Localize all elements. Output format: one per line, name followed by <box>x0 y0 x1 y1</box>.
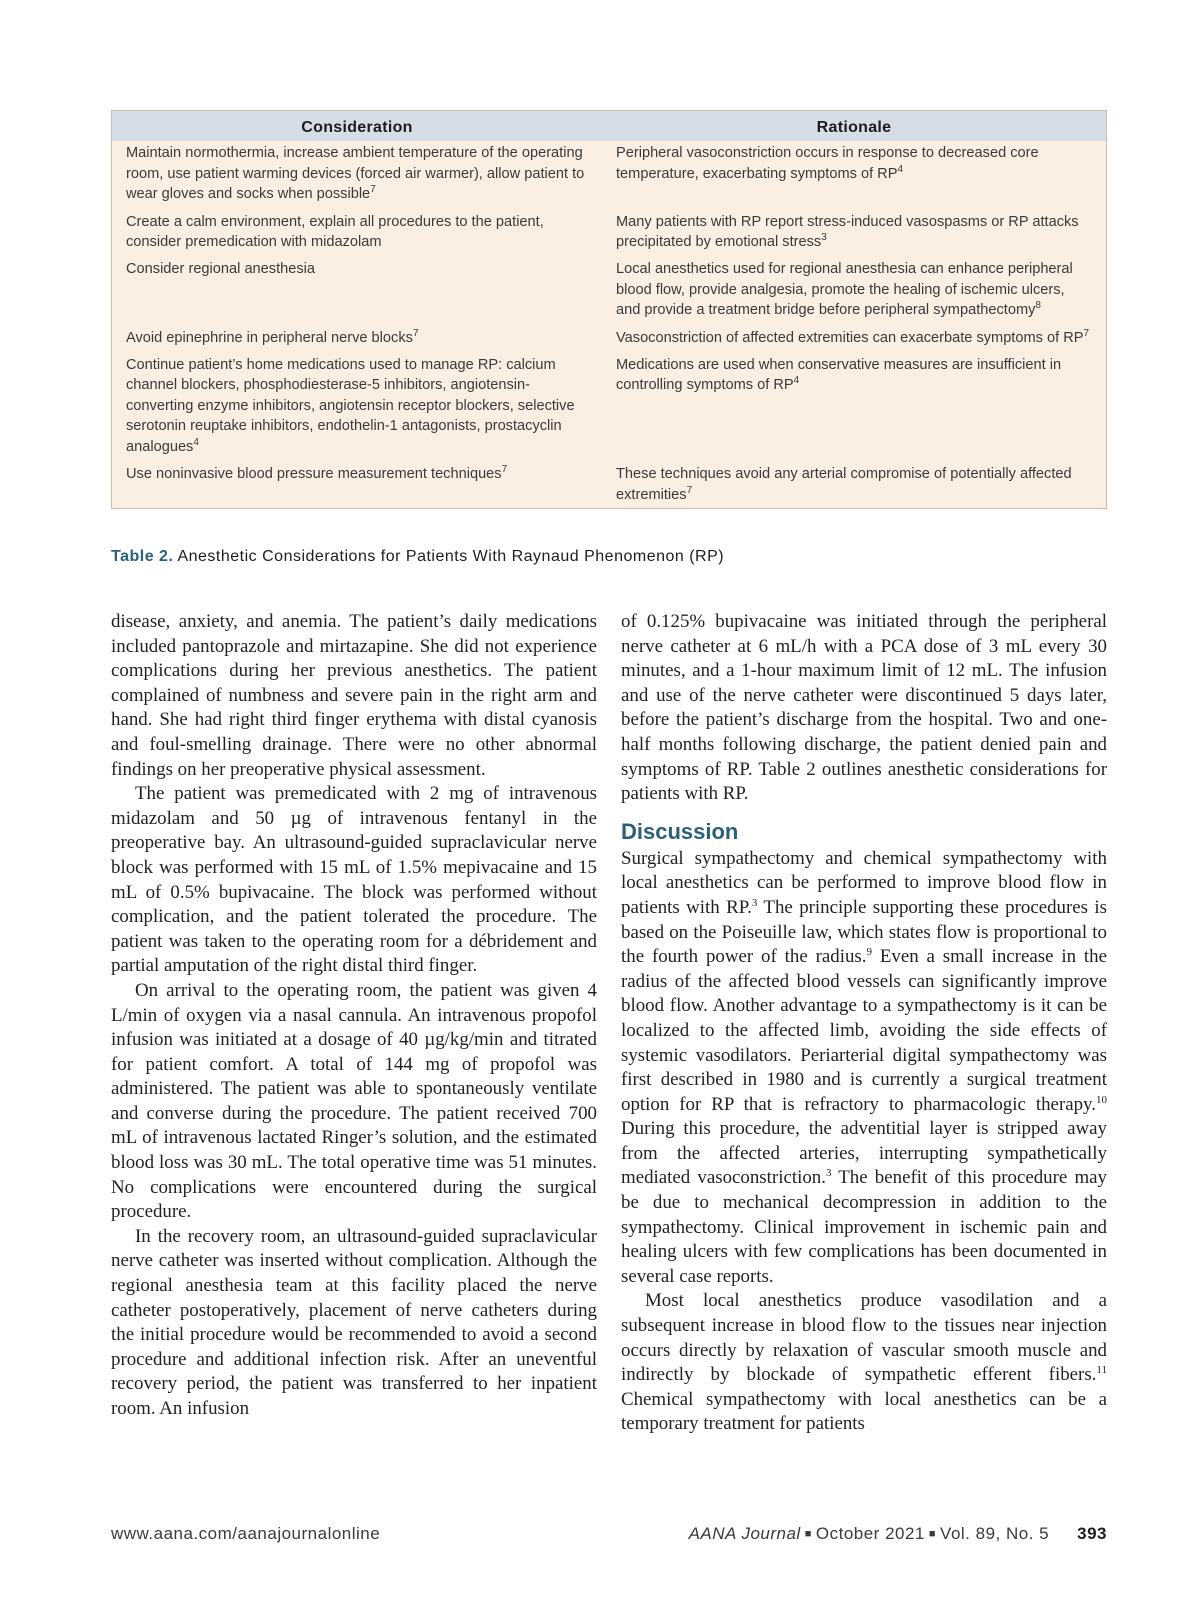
rationale-cell: Peripheral vasoconstriction occurs in response to decreased core temperature, exacerbating symptoms of $RP^4$ <box>616 145 1039 182</box>
footer-separator: ■ <box>928 1528 937 1540</box>
section-heading-discussion: Discussion <box>621 818 739 844</box>
paragraph: In the recovery room, an ultrasound-guided supraclavicular nerve catheter was inserted without complication. Although the regional anesthesia team at this facility placed the nerve catheter postoperatively, placement of nerve catheters during the initial procedure would be recommended to avoid a second procedure and additional infection risk. After an uneventful recovery period, the patient was transferred to her inpatient room. An infusion <box>111 1225 597 1419</box>
rationale-cell: These techniques avoid any arterial compromise of potentially affected extremities$^7$ <box>616 466 1072 503</box>
consideration-cell: Create a calm environment, explain all procedures to the patient, consider premedication with midazolam <box>126 213 544 251</box>
paragraph: of 0.125% bupivacaine was initiated through the peripheral nerve catheter at 6 mL/h with a PCA dose of 3 mL every 30 minutes, and a 1-hour maximum limit of 12 mL. The infusion and use of the nerve catheter were discontinued 5 days later, before the patient’s discharge from the hospital. Two and one-half months following discharge, the patient denied pain and symptoms of RP. Table 2 outlines anesthetic considerations for patients with RP. <box>621 611 1107 805</box>
footer-journal-name: AANA Journal <box>688 1524 801 1543</box>
table-row <box>112 353 1107 462</box>
body-column-right <box>621 610 1107 1437</box>
table-caption-text: Anesthetic Considerations for Patients With Raynaud Phenomenon (RP) <box>177 548 725 565</box>
page-number: 393 <box>1077 1524 1107 1543</box>
rationale-cell: Medications are used when conservative measures are insufficient in controlling symptoms of $RP^4$ <box>616 357 1062 394</box>
table-caption-label: Table 2. <box>111 548 174 565</box>
consideration-cell: Use noninvasive blood pressure measurement techniques$^7$ <box>126 464 508 483</box>
footer-journal-info <box>689 1524 1107 1544</box>
rationale-cell: Many patients with RP report stress-induced vasospasms or RP attacks precipitated by emotional stress$^3$ <box>616 213 1079 251</box>
footer-separator: ■ <box>804 1528 812 1540</box>
table-row <box>112 257 1107 325</box>
table-header-row <box>112 111 1107 142</box>
footer-date: October 2021 <box>815 1524 925 1543</box>
paragraph: Surgical sympathectomy and chemical sympathectomy with local anesthetics can be performed to improve blood flow in patients with RP.$^3$ The principle supporting these procedures is based on the Poiseuille law, which states flow is proportional to the fourth power of the radius.$^9$ Even a small increase in the radius of the affected blood vessels can significantly improve blood flow. Another advantage to a sympathectomy is it can be localized to the affected limb, avoiding the side effects of systemic vasodilators. Periarterial digital sympathectomy was first described in 1980 and is currently a surgical treatment option for RP that is refractory to pharmacologic therapy.$^{10}$ During this procedure, the adventitial layer is stripped away from the affected arteries, interrupting sympathetically mediated vasoconstriction.$^3$ The benefit of this procedure may be due to mechanical decompression in addition to the sympathectomy. Clinical improvement in ischemic pain and healing ulcers with few complications has been documented in several case reports. <box>621 847 1107 1287</box>
table-caption <box>111 548 724 566</box>
header-consideration: Consideration <box>112 111 603 142</box>
table-row <box>112 210 1107 258</box>
table-2 <box>111 110 1107 509</box>
paragraph: Most local anesthetics produce vasodilation and a subsequent increase in blood flow to the tissues near injection occurs directly by relaxation of vascular smooth muscle and indirectly by blockade of sympathetic efferent fibers.$^{11}$ Chemical sympathectomy with local anesthetics can be a temporary treatment for patients <box>621 1290 1107 1435</box>
paragraph: On arrival to the operating room, the patient was given 4 L/min of oxygen via a nasal cannula. An intravenous propofol infusion was initiated at a dosage of 40 µg/kg/min and titrated for patient comfort. A total of 144 mg of propofol was administered. The patient was able to spontaneously ventilate and converse during the procedure. The patient received 700 mL of intravenous lactated Ringer’s solution, and the estimated blood loss was 30 mL. The total operative time was 51 minutes. No complications were encountered during the surgical procedure. <box>111 979 597 1223</box>
considerations-table <box>111 110 1107 509</box>
consideration-cell: Maintain normothermia, increase ambient temperature of the operating room, use patient warming devices (forced air warmer), allow patient to wear gloves and socks when possible$^7$ <box>126 145 585 203</box>
consideration-cell: Avoid epinephrine in peripheral nerve blocks$^7$ <box>126 327 419 346</box>
footer-url: www.aana.com/aanajournalonline <box>111 1524 381 1543</box>
paragraph: disease, anxiety, and anemia. The patient’s daily medications included pantoprazole and mirtazapine. She did not experience complications during her previous anesthetics. The patient complained of numbness and severe pain in the right arm and hand. She had right third finger erythema with distal cyanosis and foul-smelling drainage. There were no other abnormal findings on her preoperative physical assessment. <box>111 611 597 780</box>
rationale-cell: Local anesthetics used for regional anesthesia can enhance peripheral blood flow, provide analgesia, promote the healing of ischemic ulcers, and provide a treatment bridge before peripheral sympathectomy$^8$ <box>616 261 1073 319</box>
footer-volume: Vol. 89, No. 5 <box>940 1524 1050 1543</box>
rationale-cell: Vasoconstriction of affected extremities can exacerbate symptoms of $RP^7$ <box>616 327 1090 346</box>
table-row <box>112 462 1107 508</box>
table-row <box>112 141 1107 209</box>
body-column-left <box>111 610 597 1422</box>
consideration-cell: Consider regional anesthesia <box>126 261 316 278</box>
table-row <box>112 326 1107 353</box>
consideration-cell: Continue patient’s home medications used to manage RP: calcium channel blockers, phosphodiesterase-5 inhibitors, angiotensin-converting enzyme inhibitors, angiotensin receptor blockers, selective serotonin reuptake inhibitors, endothelin-1 antagonists, prostacyclin analogues$^4$ <box>126 357 575 455</box>
header-rationale: Rationale <box>602 111 1107 142</box>
paragraph: The patient was premedicated with 2 mg of intravenous midazolam and 50 µg of intravenous fentanyl in the preoperative bay. An ultrasound-guided supraclavicular nerve block was performed with 15 mL of 1.5% mepivacaine and 15 mL of 0.5% bupivacaine. The block was performed without complication, and the patient tolerated the procedure. The patient was taken to the operating room for a débridement and partial amputation of the right distal third finger. <box>111 783 597 977</box>
